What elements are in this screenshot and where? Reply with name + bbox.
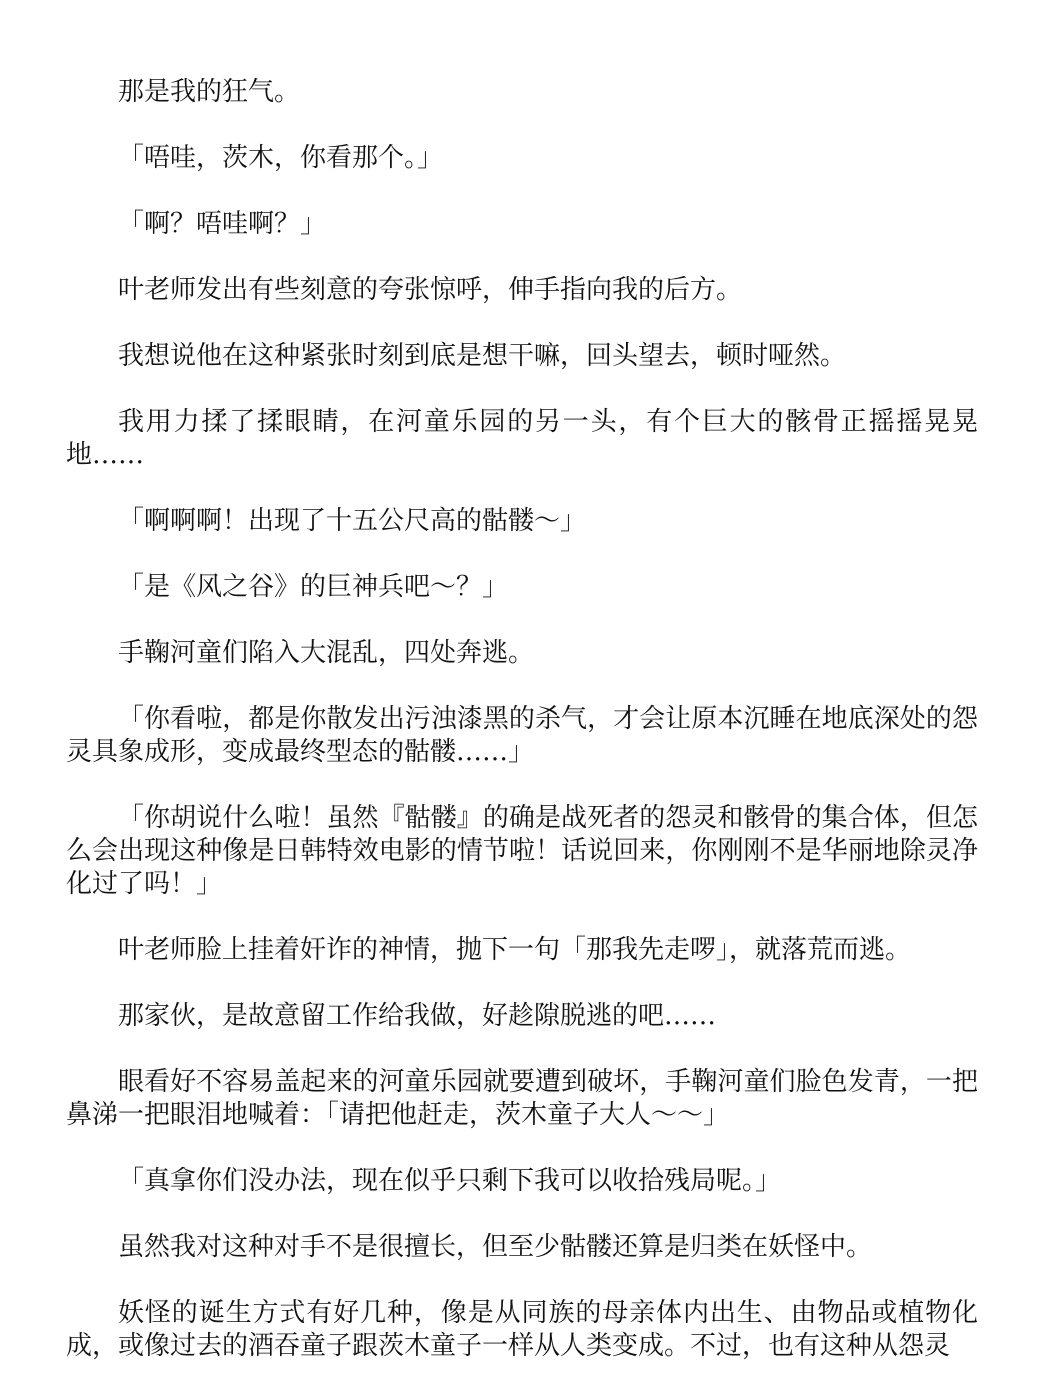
paragraph-13: 那家伙，是故意留工作给我做，好趁隙脱逃的吧…… <box>118 1001 717 1031</box>
paragraph-16: 虽然我对这种对手不是很擅长，但至少骷髅还算是归类在妖怪中。 <box>118 1232 873 1262</box>
paragraph-14: 眼看好不容易盖起来的河童乐园就要遭到破坏，手鞠河童们脸色发青，一把鼻涕一把眼泪地喊着：「请把他赶走，茨木童子大人～～」 <box>66 1067 978 1130</box>
paragraph-9: 手鞠河童们陷入大混乱，四处奔逃。 <box>118 638 535 668</box>
paragraph-12: 叶老师脸上挂着奸诈的神情，抛下一句「那我先走啰」，就落荒而逃。 <box>118 935 912 965</box>
paragraph-10: 「你看啦，都是你散发出污浊漆黑的杀气，才会让原本沉睡在地底深处的怨灵具象成形，变成最终型态的骷髅……」 <box>66 704 978 767</box>
paragraph-15: 「真拿你们没办法，现在似乎只剩下我可以收拾残局呢。」 <box>118 1166 782 1196</box>
paragraph-17: 妖怪的诞生方式有好几种，像是从同族的母亲体内出生、由物品或植物化成，或像过去的酒吞童子跟茨木童子一样从人类变成。不过，也有这种从怨灵 <box>66 1298 978 1361</box>
paragraph-8: 「是《风之谷》的巨神兵吧～？」 <box>118 572 509 602</box>
paragraph-4: 叶老师发出有些刻意的夸张惊呼，伸手指向我的后方。 <box>118 275 743 305</box>
paragraph-2: 「唔哇，茨木，你看那个。」 <box>118 143 444 173</box>
paragraph-11: 「你胡说什么啦！虽然『骷髅』的确是战死者的怨灵和骸骨的集合体，但怎么会出现这种像是日韩特效电影的情节啦！话说回来，你刚刚不是华丽地除灵净化过了吗！」 <box>66 803 978 899</box>
paragraph-3: 「啊？唔哇啊？」 <box>118 209 327 239</box>
document-page <box>66 76 978 1396</box>
paragraph-6: 我用力揉了揉眼睛，在河童乐园的另一头，有个巨大的骸骨正摇摇晃晃地…… <box>66 407 978 470</box>
paragraph-5: 我想说他在这种紧张时刻到底是想干嘛，回头望去，顿时哑然。 <box>118 341 847 371</box>
paragraph-7: 「啊啊啊！出现了十五公尺高的骷髅～」 <box>118 506 587 536</box>
paragraph-1: 那是我的狂气。 <box>118 77 301 107</box>
